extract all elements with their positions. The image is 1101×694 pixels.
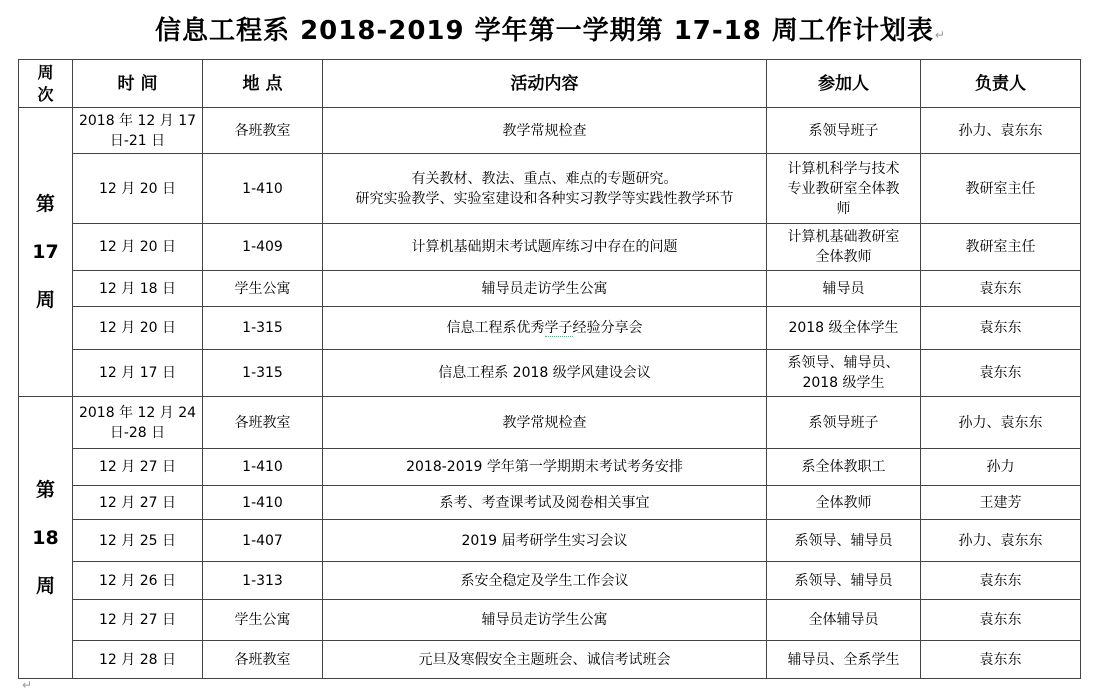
time-cell: 12 月 27 日 [73,449,203,486]
time-cell: 12 月 20 日 [73,154,203,224]
content-cell: 信息工程系 2018 级学风建设会议 [323,350,767,397]
participants-cell: 计算机基础教研室 全体教师 [767,224,921,271]
participants-cell: 系领导、辅导员 [767,562,921,600]
content-cell: 2019 届考研学生实习会议 [323,520,767,562]
content-cell: 教学常规检查 [323,108,767,154]
leader-cell: 孙力、袁东东 [921,397,1081,449]
header-leader: 负责人 [921,60,1081,108]
participants-cell: 辅导员 [767,271,921,307]
leader-cell: 王建芳 [921,486,1081,520]
participants-cell: 系全体教职工 [767,449,921,486]
place-cell: 学生公寓 [203,600,323,641]
leader-cell: 教研室主任 [921,224,1081,271]
table-row [19,520,1081,562]
header-content: 活动内容 [323,60,767,108]
content-cell: 系考、考查课考试及阅卷相关事宜 [323,486,767,520]
place-cell: 1-410 [203,449,323,486]
table-row [19,562,1081,600]
table-row [19,271,1081,307]
place-cell: 1-407 [203,520,323,562]
time-cell: 12 月 17 日 [73,350,203,397]
time-cell: 2018 年 12 月 24 日-28 日 [73,397,203,449]
header-participants: 参加人 [767,60,921,108]
header-time: 时 间 [73,60,203,108]
time-cell: 12 月 27 日 [73,486,203,520]
paragraph-mark: ↵ [934,28,946,42]
participants-cell: 2018 级全体学生 [767,307,921,350]
time-cell: 12 月 27 日 [73,600,203,641]
participants-cell: 全体教师 [767,486,921,520]
leader-cell: 袁东东 [921,641,1081,679]
time-cell: 12 月 20 日 [73,224,203,271]
table-row [19,486,1081,520]
leader-cell: 袁东东 [921,562,1081,600]
participants-cell: 系领导、辅导员 [767,520,921,562]
table-row [19,449,1081,486]
title-text: 信息工程系 2018-2019 学年第一学期第 17-18 周工作计划表 [155,16,934,46]
content-cell: 辅导员走访学生公寓 [323,600,767,641]
content-cell: 信息工程系优秀学子经验分享会 [323,307,767,350]
place-cell: 各班教室 [203,641,323,679]
leader-cell: 袁东东 [921,600,1081,641]
content-cell: 2018-2019 学年第一学期期末考试考务安排 [323,449,767,486]
content-cell: 辅导员走访学生公寓 [323,271,767,307]
place-cell: 1-313 [203,562,323,600]
place-cell: 各班教室 [203,397,323,449]
leader-cell: 孙力、袁东东 [921,520,1081,562]
place-cell: 学生公寓 [203,271,323,307]
table-row [19,397,1081,449]
work-plan-table [18,59,1081,679]
table-row [19,224,1081,271]
table-row [19,108,1081,154]
time-cell: 12 月 26 日 [73,562,203,600]
place-cell: 1-315 [203,350,323,397]
place-cell: 1-410 [203,486,323,520]
participants-cell: 全体辅导员 [767,600,921,641]
page-title [0,10,1101,47]
leader-cell: 袁东东 [921,350,1081,397]
table-row [19,307,1081,350]
table-row [19,154,1081,224]
time-cell: 12 月 28 日 [73,641,203,679]
table-row [19,600,1081,641]
leader-cell: 孙力 [921,449,1081,486]
time-cell: 12 月 25 日 [73,520,203,562]
header-place: 地 点 [203,60,323,108]
time-cell: 12 月 18 日 [73,271,203,307]
time-cell: 2018 年 12 月 17 日-21 日 [73,108,203,154]
time-cell: 12 月 20 日 [73,307,203,350]
participants-cell: 系领导、辅导员、 2018 级学生 [767,350,921,397]
spellcheck-underlined-text: 学子 [544,320,573,336]
content-cell: 系安全稳定及学生工作会议 [323,562,767,600]
table-row [19,350,1081,397]
place-cell: 1-409 [203,224,323,271]
leader-cell: 孙力、袁东东 [921,108,1081,154]
participants-cell: 系领导班子 [767,108,921,154]
content-cell: 有关教材、教法、重点、难点的专题研究。 研究实验教学、实验室建设和各种实习教学等实践性教学环节 [323,154,767,224]
end-paragraph-mark: ↵ [22,678,33,692]
content-cell: 教学常规检查 [323,397,767,449]
header-week: 周 次 [19,60,73,108]
participants-cell: 系领导班子 [767,397,921,449]
place-cell: 1-410 [203,154,323,224]
place-cell: 各班教室 [203,108,323,154]
participants-cell: 计算机科学与技术 专业教研室全体教 师 [767,154,921,224]
table-row [19,641,1081,679]
participants-cell: 辅导员、全系学生 [767,641,921,679]
place-cell: 1-315 [203,307,323,350]
leader-cell: 袁东东 [921,307,1081,350]
content-cell: 计算机基础期末考试题库练习中存在的问题 [323,224,767,271]
week-17-cell: 第 17 周 [19,108,73,397]
week-18-cell: 第 18 周 [19,397,73,679]
leader-cell: 教研室主任 [921,154,1081,224]
header-row [19,60,1081,108]
content-cell: 元旦及寒假安全主题班会、诚信考试班会 [323,641,767,679]
leader-cell: 袁东东 [921,271,1081,307]
